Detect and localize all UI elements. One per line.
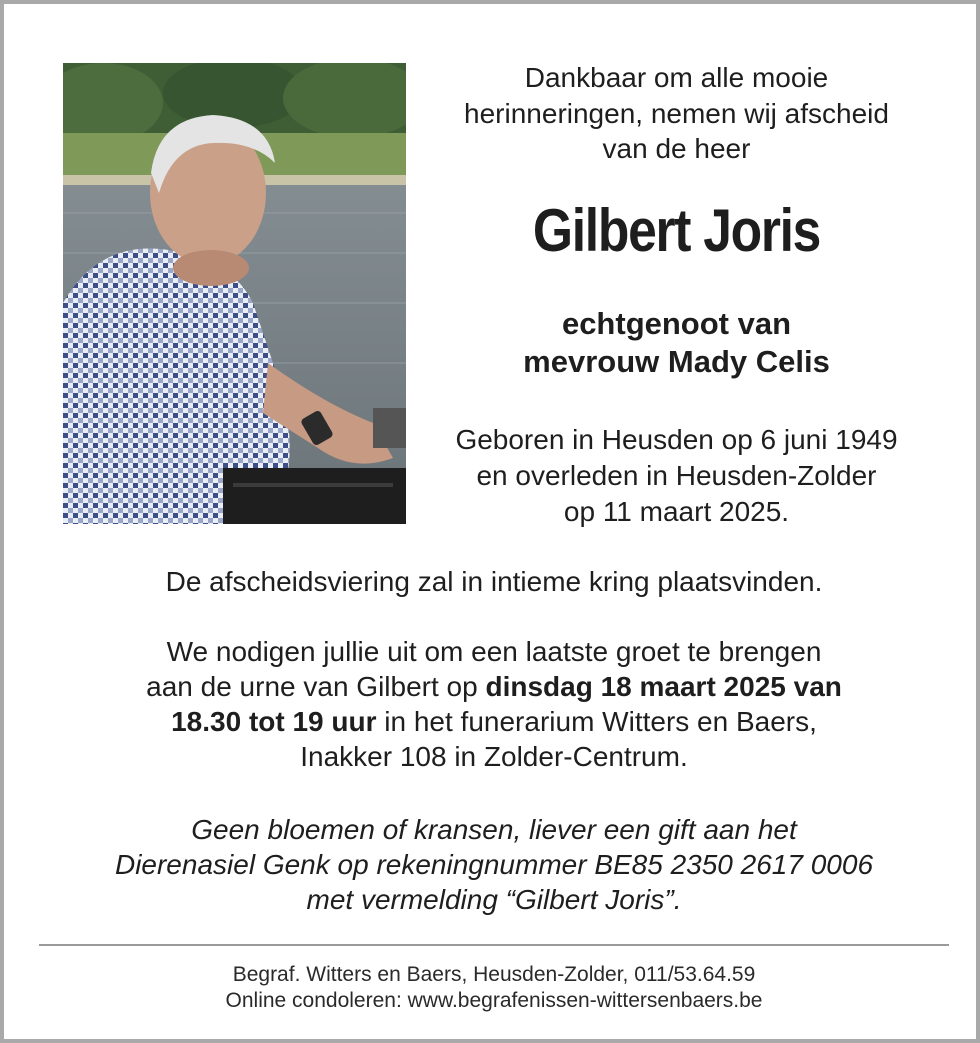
invitation-date: dinsdag 18 maart 2025 van [485,671,842,702]
invitation-line-2 [34,669,954,704]
deceased-name: Gilbert Joris [532,197,821,264]
footer-divider [39,944,949,946]
donation-text [34,812,954,917]
portrait-photo [63,63,406,524]
intro-line-2: herinneringen, nemen wij afscheid [464,97,889,129]
invitation-line-4: Inakker 108 in Zolder-Centrum. [300,741,688,772]
spouse-line-1: echtgenoot van [561,306,792,341]
donation-line-2: Dierenasiel Genk op rekeningnummer BE85 2350 2617 0006 [114,849,874,880]
invitation-line-3 [34,704,954,739]
invitation-line-2-normal: aan de urne van Gilbert op [146,671,486,702]
invitation-time: 18.30 tot 19 uur [171,706,377,737]
invitation-text [34,634,954,774]
life-dates [429,422,924,530]
dates-line-2: en overleden in Heusden-Zolder [476,460,877,491]
intro-text [429,60,924,167]
dates-line-1: Geboren in Heusden op 6 juni 1949 [455,424,898,455]
footer-line-2: Online condoleren: www.begrafenissen-wittersenbaers.be [225,989,763,1012]
footer-line-1: Begraf. Witters en Baers, Heusden-Zolder, 011/53.64.59 [232,963,756,986]
spouse-text [429,305,924,381]
donation-line-3: met vermelding “Gilbert Joris”. [306,884,682,915]
intro-line-3: van de heer [602,133,751,164]
ceremony-text: De afscheidsviering zal in intieme kring plaatsvinden. [165,566,823,597]
spouse-line-2: mevrouw Mady Celis [523,344,830,379]
donation-line-1: Geen bloemen of kransen, liever een gift aan het [191,814,797,845]
intro-line-1: Dankbaar om alle mooie [524,62,829,93]
invitation-line-3-normal: in het funerarium Witters en Baers, [376,706,817,737]
footer [34,962,954,1014]
dates-line-3: op 11 maart 2025. [563,496,790,527]
invitation-line-1: We nodigen jullie uit om een laatste groet te brengen [166,636,822,667]
